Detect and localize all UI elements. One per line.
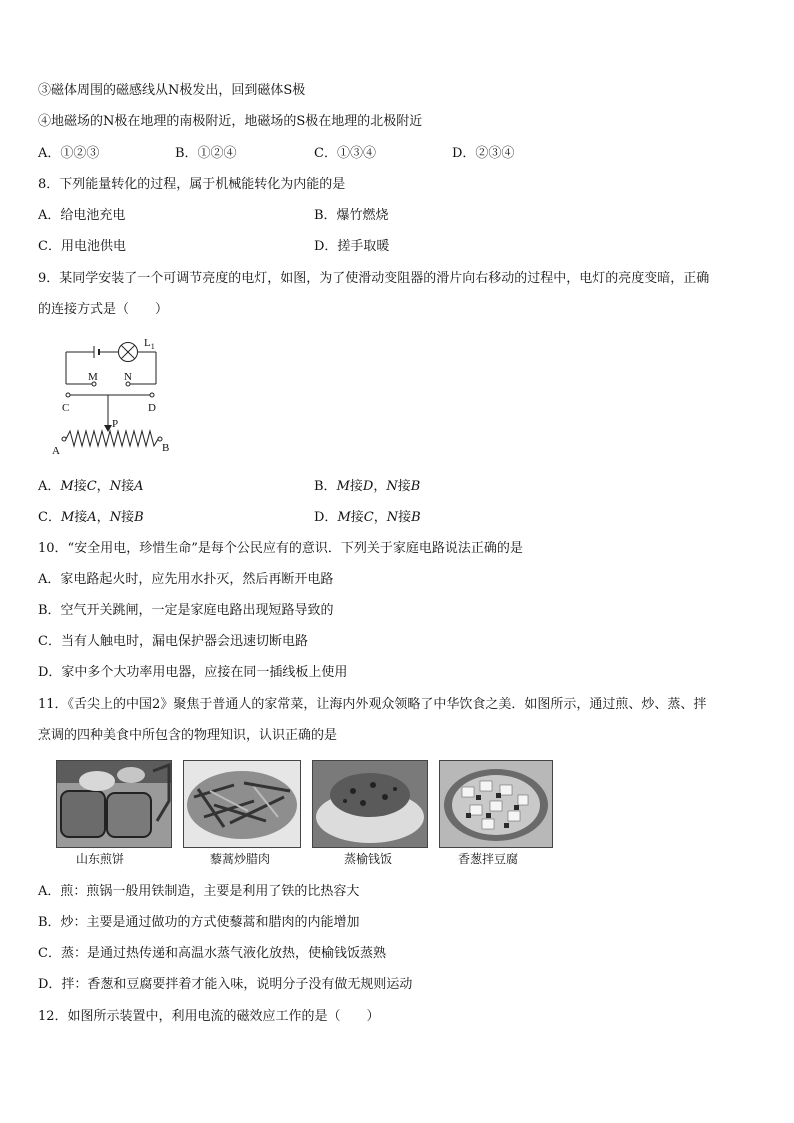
q9-stem-line2: 的连接方式是（ ） xyxy=(38,302,169,317)
q11-option-a: A．煎：煎锅一般用铁制造，主要是利用了铁的比热容大 xyxy=(38,884,360,899)
q8-option-b: B．爆竹燃烧 xyxy=(314,208,389,223)
q10-stem: 10．“安全用电，珍惜生命”是每个公民应有的意识．下列关于家庭电路说法正确的是 xyxy=(38,541,523,556)
q7-option-d: D．②③④ xyxy=(452,146,515,161)
terminal-d xyxy=(150,393,154,397)
statement-4: ④地磁场的N极在地理的南极附近，地磁场的S极在地理的北极附近 xyxy=(38,114,423,129)
terminal-c xyxy=(66,393,70,397)
q9-option-a: A．M接C，N接A xyxy=(38,479,144,494)
q11-option-c: C．蒸：是通过热传递和高温水蒸气液化放热，使榆钱饭蒸熟 xyxy=(38,946,386,961)
q11-option-b: B．炒：主要是通过做功的方式使藜蒿和腊肉的内能增加 xyxy=(38,915,360,930)
q8-option-a: A．给电池充电 xyxy=(38,208,126,223)
caption-shandong-pancake: 山东煎饼 xyxy=(76,852,125,866)
q7-option-b: B．①②④ xyxy=(175,146,237,161)
statement-3: ③磁体周围的磁感线从N极发出，回到磁体S极 xyxy=(38,83,306,98)
label-a: A xyxy=(52,445,60,457)
photo-tofu xyxy=(439,760,553,848)
q9-option-c: C．M接A，N接B xyxy=(38,510,144,525)
q8-stem: 8．下列能量转化的过程，属于机械能转化为内能的是 xyxy=(38,177,346,192)
lamp-label: $L_1$ xyxy=(144,337,155,351)
food-photos xyxy=(56,760,556,870)
label-m: M xyxy=(88,371,98,383)
q11-stem-line1: 11．《舌尖上的中国2》聚焦于普通人的家常菜，让海内外观众领略了中华饮食之美．如图所示，通过煎、炒、蒸、拌 xyxy=(38,697,707,712)
q10-option-c: C．当有人触电时，漏电保护器会迅速切断电路 xyxy=(38,634,308,649)
label-d: D xyxy=(148,402,156,414)
slider-arrow-icon xyxy=(104,425,112,432)
q10-option-d: D．家中多个大功率用电器，应接在同一插线板上使用 xyxy=(38,665,348,680)
label-p: P xyxy=(112,418,119,430)
terminal-a xyxy=(62,437,66,441)
q9-option-d: D．M接C，N接B xyxy=(314,510,421,525)
q10-option-b: B．空气开关跳闸，一定是家庭电路出现短路导致的 xyxy=(38,603,334,618)
label-c: C xyxy=(62,402,70,414)
q8-option-d: D．搓手取暖 xyxy=(314,239,390,254)
q12-stem: 12．如图所示装置中，利用电流的磁效应工作的是（ ） xyxy=(38,1009,380,1024)
label-b: B xyxy=(162,442,170,454)
q7-option-a: A．①②③ xyxy=(38,146,100,161)
q8-option-c: C．用电池供电 xyxy=(38,239,126,254)
rheostat-resistor xyxy=(66,431,158,446)
photo-pancake xyxy=(56,760,172,848)
caption-tofu: 香葱拌豆腐 xyxy=(458,852,519,866)
terminal-b xyxy=(158,437,162,441)
label-n: N xyxy=(124,371,132,383)
q11-stem-line2: 烹调的四种美食中所包含的物理知识，认识正确的是 xyxy=(38,728,338,743)
q7-option-c: C．①③④ xyxy=(314,146,376,161)
q9-option-b: B．M接D，N接B xyxy=(314,479,421,494)
caption-steamed-rice: 蒸榆钱饭 xyxy=(344,852,393,866)
q10-option-a: A．家电路起火时，应先用水扑灭，然后再断开电路 xyxy=(38,572,334,587)
circuit-diagram xyxy=(44,330,194,460)
q9-stem-line1: 9．某同学安装了一个可调节亮度的电灯，如图，为了使滑动变阻器的滑片向右移动的过程中，电灯的亮度变暗，正确 xyxy=(38,271,710,286)
photo-steamed-rice xyxy=(312,760,428,848)
photo-stir-fry xyxy=(183,760,301,848)
caption-stir-fry: 藜蒿炒腊肉 xyxy=(210,852,271,866)
q11-option-d: D．拌：香葱和豆腐要拌着才能入味，说明分子没有做无规则运动 xyxy=(38,977,413,992)
